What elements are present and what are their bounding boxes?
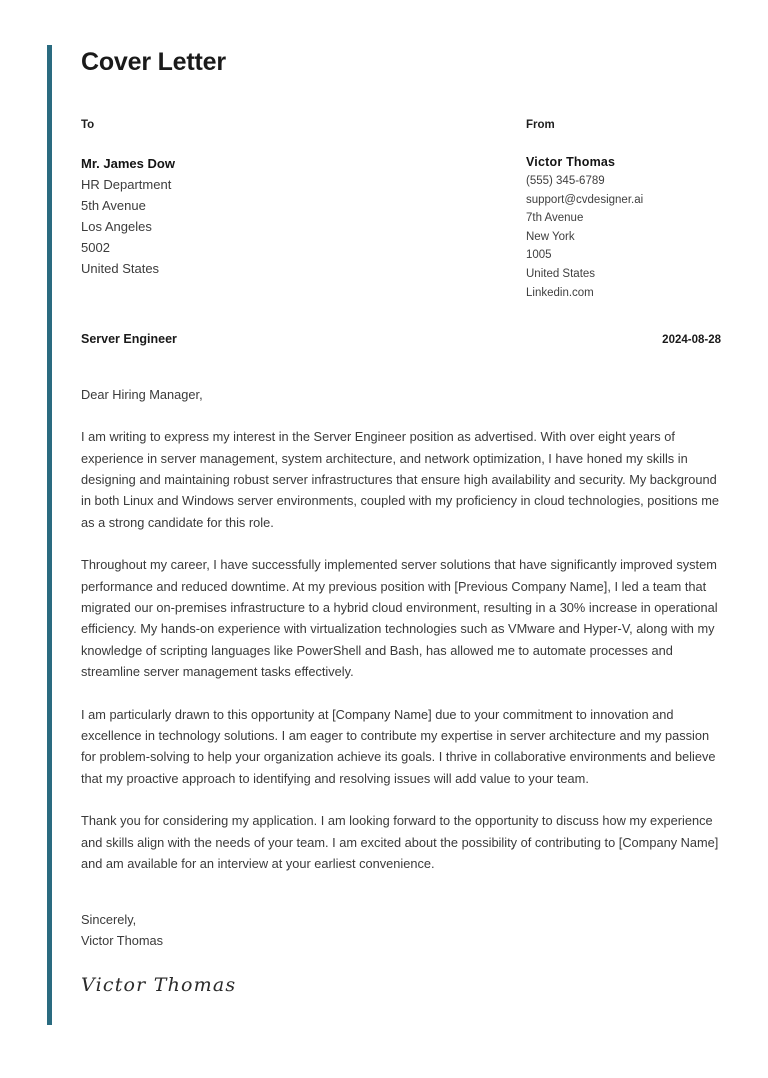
body-paragraph-4: Thank you for considering my application. I am looking forward to the opportunity to discuss how my experience and skills align with the needs of your team. I am excited about the possibility of contributing to [Company Name] and am available for an interview at your earliest convenience. (81, 813, 719, 872)
recipient-name: Mr. James Dow (81, 156, 175, 171)
subject-row (81, 332, 721, 346)
recipient-line-2: 5th Avenue (81, 198, 146, 213)
sender-block (526, 117, 721, 302)
left-accent-bar (47, 45, 52, 1025)
page-title: Cover Letter (81, 48, 226, 76)
sender-linkedin: Linkedin.com (526, 286, 594, 299)
recipient-block (81, 117, 526, 302)
closing-block (81, 910, 721, 951)
sender-country: United States (526, 267, 596, 280)
sender-email: support@cvdesigner.ai (526, 193, 644, 206)
recipient-line-4: 5002 (81, 240, 110, 255)
body-paragraph-1: I am writing to express my interest in the Server Engineer position as advertised. With over eight years of experience in server management, system architecture, and network optimization, I have honed my skills in designing and maintaining robust server infrastructures that ensure high availability and security. My background in both Linux and Windows server environments, coupled with my proficiency in cloud technologies, positions me as a strong candidate for this role. (81, 429, 720, 530)
sender-street: 7th Avenue (526, 212, 584, 225)
letter-content (81, 45, 721, 999)
body-paragraph-3: I am particularly drawn to this opportunity at [Company Name] due to your commitment to innovation and excellence in technology solutions. I am eager to contribute my expertise in server architecture and my passion for problem-solving to help your organization achieve its goals. I thrive in collaborative environments and believe that my proactive approach to identifying and resolving issues will add value to your team. (81, 706, 716, 786)
sender-name: Victor Thomas (526, 155, 616, 169)
sender-label: From (526, 119, 555, 131)
body-paragraph-2: Throughout my career, I have successfully implemented server solutions that have significantly improved system performance and reduced downtime. At my previous position with [Previous Company Name], I led a team that migrated our on-premises infrastructure to a hybrid cloud environment, resulting in a 30% increase in operational efficiency. My hands-on experience with virtualization technologies such as VMware and Hyper-V, along with my knowledge of scripting languages like PowerShell and Bash, has allowed me to automate processes and streamline server management tasks effectively. (81, 557, 718, 680)
closing-phrase: Sincerely, (81, 912, 137, 928)
salutation: Dear Hiring Manager, (81, 387, 203, 403)
closing-name: Victor Thomas (81, 932, 164, 948)
signature: Victor Thomas (81, 974, 237, 997)
sender-city: New York (526, 230, 575, 243)
letter-date: 2024-08-28 (662, 334, 721, 347)
recipient-line-5: United States (81, 261, 160, 276)
recipient-line-1: HR Department (81, 177, 172, 192)
sender-phone: (555) 345-6789 (526, 175, 605, 187)
address-block (81, 117, 721, 302)
recipient-label: To (81, 119, 95, 131)
subject-position: Server Engineer (81, 332, 177, 347)
recipient-line-3: Los Angeles (81, 219, 152, 234)
sender-postcode: 1005 (526, 249, 552, 262)
